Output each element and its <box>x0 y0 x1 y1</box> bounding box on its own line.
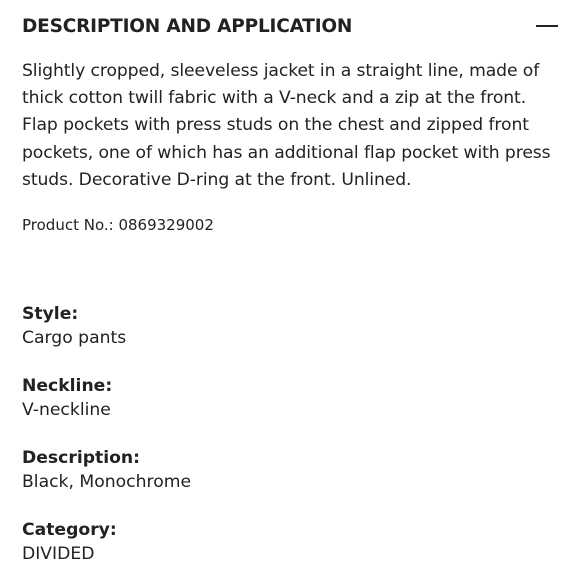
section-header[interactable] <box>22 12 559 40</box>
attribute-value: DIVIDED <box>22 544 95 564</box>
attribute-label: Category: <box>22 520 117 540</box>
product-number: Product No.: 0869329002 <box>22 216 214 234</box>
minus-collapse-icon[interactable] <box>535 16 559 36</box>
attribute-value: V-neckline <box>22 400 111 420</box>
attribute-value: Cargo pants <box>22 328 127 348</box>
attribute-style <box>22 302 562 350</box>
attribute-label: Neckline: <box>22 376 113 396</box>
section-title: DESCRIPTION AND APPLICATION <box>22 15 353 37</box>
attribute-description <box>22 446 562 494</box>
attribute-category <box>22 518 562 566</box>
attribute-label: Style: <box>22 304 79 324</box>
attribute-neckline <box>22 374 562 422</box>
attribute-value: Black, Monochrome <box>22 472 192 492</box>
product-description: Slightly cropped, sleeveless jacket in a straight line, made of thick cotton twill fabric with a V-neck and a zip at the front. Flap pockets with press studs on the chest and zipped front pockets, one of which has an additional flap pocket with press studs. Decorative D-ring at the front. Unlined. <box>22 61 551 190</box>
attribute-label: Description: <box>22 448 141 468</box>
